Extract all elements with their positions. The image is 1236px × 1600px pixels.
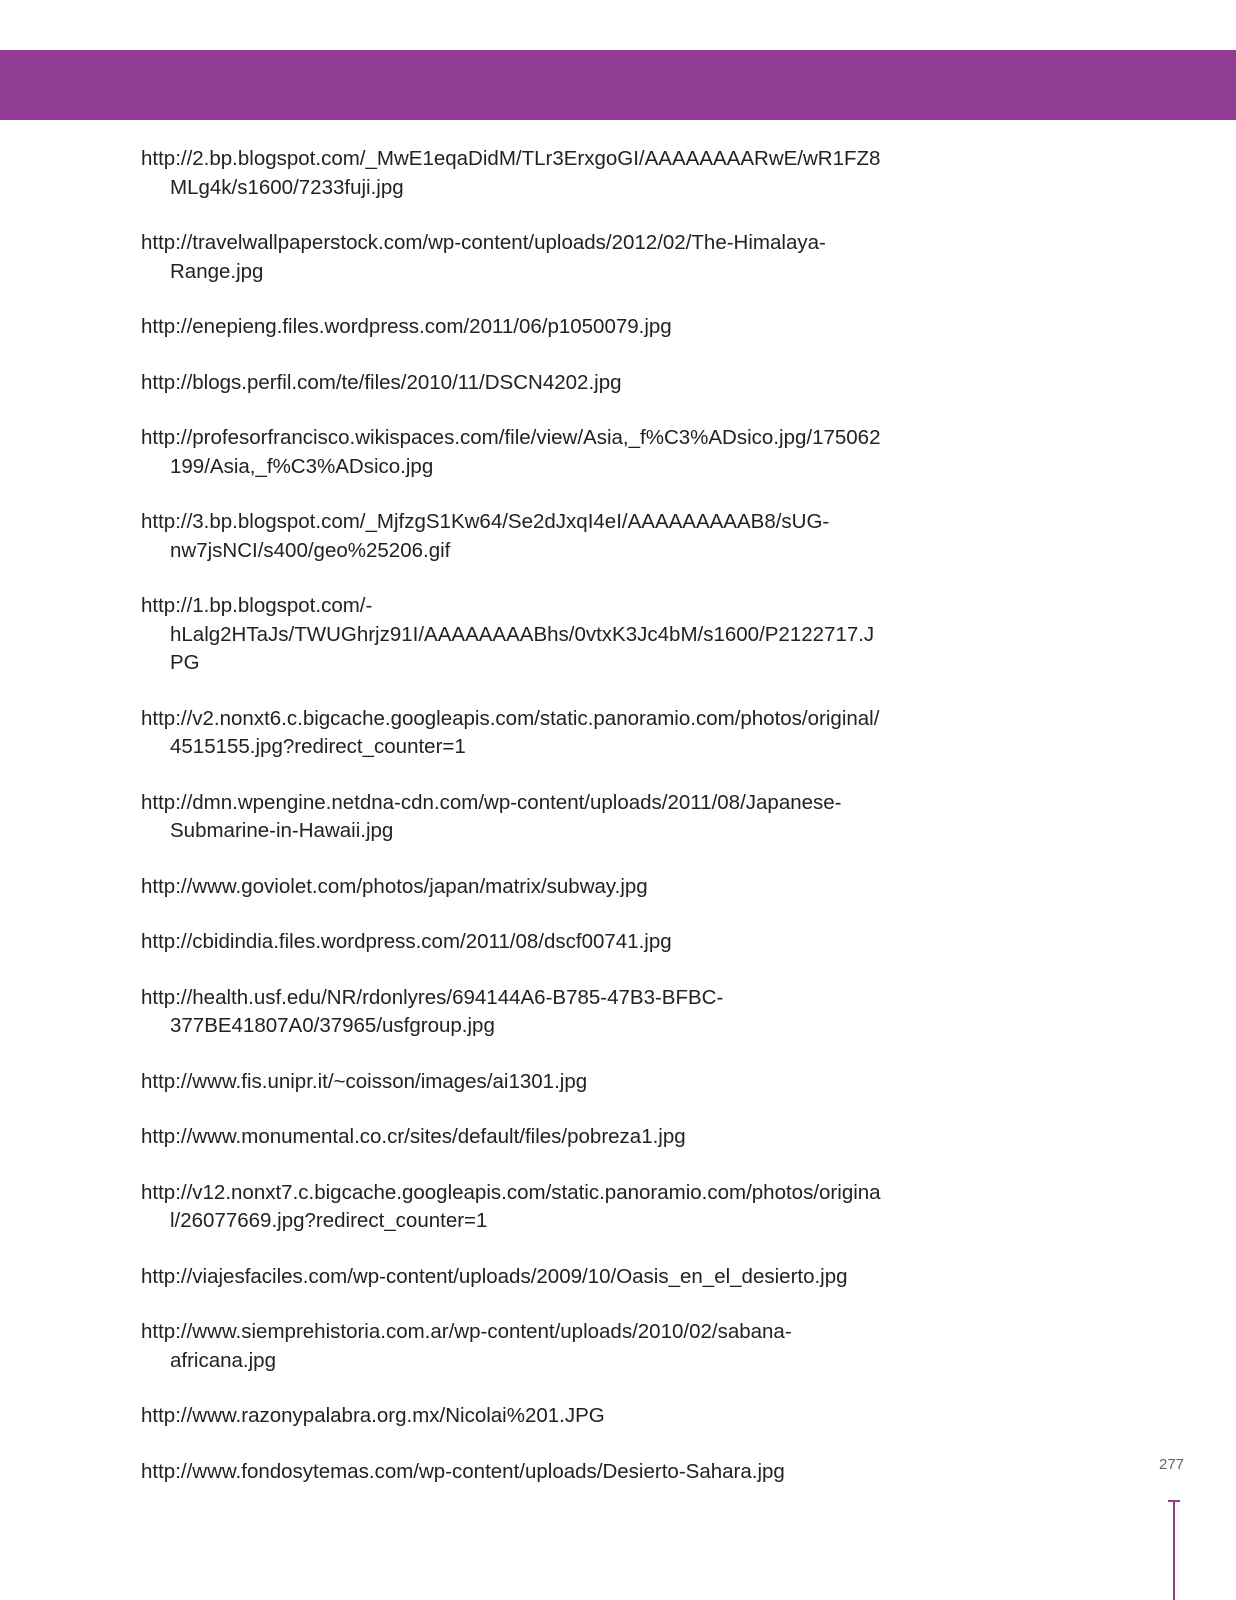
- reference-item[interactable]: http://3.bp.blogspot.com/_MjfzgS1Kw64/Se2dJxqI4eI/AAAAAAAAAB8/sUG-nw7jsNCI/s400/geo%25206.gif: [141, 510, 830, 562]
- reference-list: [141, 145, 881, 1513]
- reference-item[interactable]: http://blogs.perfil.com/te/files/2010/11/DSCN4202.jpg: [141, 370, 622, 394]
- reference-item[interactable]: http://www.fondosytemas.com/wp-content/uploads/Desierto-Sahara.jpg: [141, 1459, 785, 1483]
- reference-item[interactable]: http://www.siemprehistoria.com.ar/wp-content/uploads/2010/02/sabana-africana.jpg: [141, 1320, 792, 1372]
- reference-item[interactable]: http://v12.nonxt7.c.bigcache.googleapis.com/static.panoramio.com/photos/original/26077669.jpg?redirect_counter=1: [141, 1180, 881, 1232]
- reference-item[interactable]: http://www.monumental.co.cr/sites/default/files/pobreza1.jpg: [141, 1125, 686, 1148]
- reference-item[interactable]: http://www.razonypalabra.org.mx/Nicolai%201.JPG: [141, 1404, 605, 1427]
- reference-item[interactable]: http://www.fis.unipr.it/~coisson/images/ai1301.jpg: [141, 1069, 588, 1093]
- reference-item[interactable]: http://www.goviolet.com/photos/japan/matrix/subway.jpg: [141, 874, 648, 898]
- reference-item[interactable]: http://1.bp.blogspot.com/-hLalg2HTaJs/TWUGhrjz91I/AAAAAAAABhs/0vtxK3Jc4bM/s1600/P2122717.JPG: [141, 594, 875, 674]
- reference-item[interactable]: http://v2.nonxt6.c.bigcache.googleapis.com/static.panoramio.com/photos/original/4515155.jpg?redirect_counter=1: [141, 706, 880, 758]
- reference-item[interactable]: http://health.usf.edu/NR/rdonlyres/694144A6-B785-47B3-BFBC-377BE41807A0/37965/usfgroup.jpg: [141, 985, 724, 1037]
- reference-item[interactable]: http://enepieng.files.wordpress.com/2011/06/p1050079.jpg: [141, 315, 672, 338]
- reference-item[interactable]: http://travelwallpaperstock.com/wp-content/uploads/2012/02/The-Himalaya-Range.jpg: [141, 231, 826, 283]
- reference-item[interactable]: http://dmn.wpengine.netdna-cdn.com/wp-content/uploads/2011/08/Japanese-Submarine-in-Hawaii.jpg: [141, 790, 842, 842]
- reference-item[interactable]: http://profesorfrancisco.wikispaces.com/file/view/Asia,_f%C3%ADsico.jpg/175062199/Asia,_f%C3%ADsico.jpg: [141, 426, 881, 478]
- reference-item[interactable]: http://cbidindia.files.wordpress.com/2011/08/dscf00741.jpg: [141, 930, 672, 953]
- reference-item[interactable]: http://2.bp.blogspot.com/_MwE1eqaDidM/TLr3ErxgoGI/AAAAAAAARwE/wR1FZ8MLg4k/s1600/7233fuji.jpg: [141, 147, 881, 199]
- margin-rule: [1173, 1500, 1175, 1600]
- reference-item[interactable]: http://viajesfaciles.com/wp-content/uploads/2009/10/Oasis_en_el_desierto.jpg: [141, 1264, 848, 1288]
- page-number: 277: [1159, 1456, 1185, 1473]
- header-band: [0, 50, 1236, 120]
